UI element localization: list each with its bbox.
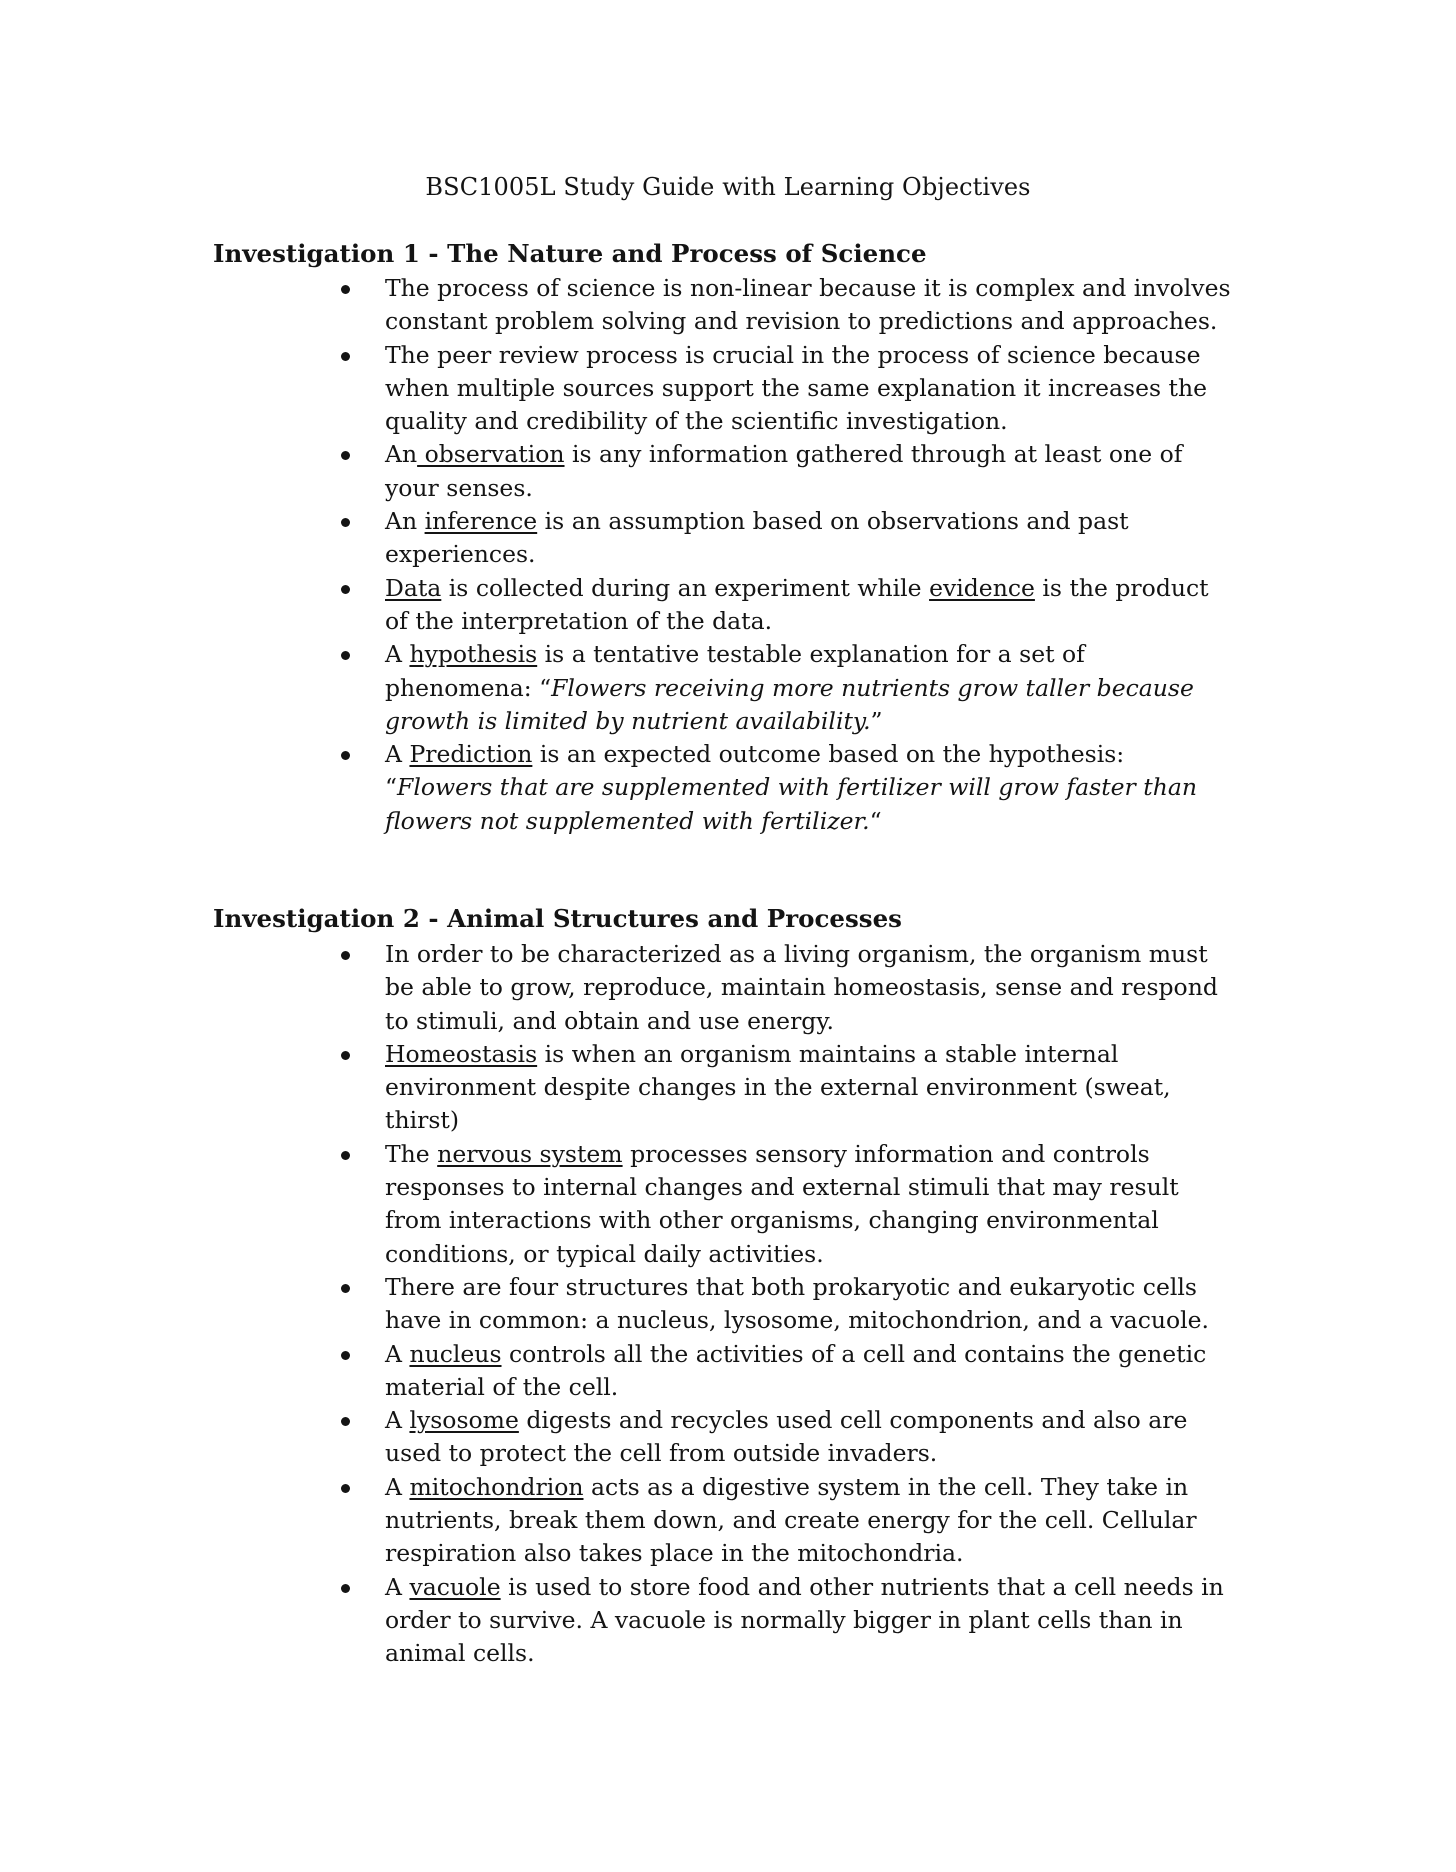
bullet-list-investigation-1 [385, 272, 1235, 838]
term-inference: inference [424, 507, 538, 536]
list-item: In order to be characterized as a living organism, the organism must be able to grow, reproduce, maintain homeostasis, sense and respond to stimuli, and obtain and use energy. [385, 938, 1235, 1038]
term-evidence: evidence [929, 573, 1035, 602]
section-heading-investigation-2: Investigation 2 - Animal Structures and Processes [213, 904, 902, 933]
term-data: Data [385, 573, 442, 602]
list-item: There are four structures that both prokaryotic and eukaryotic cells have in common: a nucleus, lysosome, mitochondrion, and a vacuole. [385, 1271, 1235, 1338]
bullet-icon [341, 751, 350, 760]
list-item: An inference is an assumption based on observations and past experiences. [385, 505, 1235, 572]
bullet-icon [341, 1351, 350, 1360]
bullet-icon [341, 651, 350, 660]
bullet-list-investigation-2 [385, 938, 1235, 1671]
list-item: A nucleus controls all the activities of a cell and contains the genetic material of the cell. [385, 1338, 1235, 1405]
bullet-icon [341, 585, 350, 594]
term-homeostasis: Homeostasis [385, 1039, 538, 1068]
bullet-icon [341, 1284, 350, 1293]
bullet-icon [341, 518, 350, 527]
prediction-example: Flowers that are supplemented with fertilizer will grow faster than flowers not supplemented with fertilizer. [385, 773, 1197, 835]
list-item: A mitochondrion acts as a digestive system in the cell. They take in nutrients, break them down, and create energy for the cell. Cellular respiration also takes place in the mitochondria. [385, 1471, 1235, 1571]
list-item: The nervous system processes sensory information and controls responses to internal changes and external stimuli that may result from interactions with other organisms, changing environmental conditions, or typical daily activities. [385, 1138, 1235, 1271]
list-item: A Prediction is an expected outcome based on the hypothesis: “Flowers that are supplemented with fertilizer will grow faster than flowers not supplemented with fertilizer.“ [385, 738, 1235, 838]
document-title: BSC1005L Study Guide with Learning Objectives [425, 173, 1031, 201]
term-vacuole: vacuole [409, 1572, 501, 1601]
list-item: The process of science is non-linear because it is complex and involves constant problem solving and revision to predictions and approaches. [385, 272, 1235, 339]
term-hypothesis: hypothesis [409, 640, 538, 669]
term-observation: observation [417, 440, 565, 469]
bullet-icon [341, 285, 350, 294]
list-item: The peer review process is crucial in the process of science because when multiple sources support the same explanation it increases the quality and credibility of the scientific investigation. [385, 339, 1235, 439]
list-item: A lysosome digests and recycles used cell components and also are used to protect the cell from outside invaders. [385, 1404, 1235, 1471]
bullet-icon [341, 1584, 350, 1593]
term-nucleus: nucleus [409, 1339, 502, 1368]
bullet-icon [341, 951, 350, 960]
term-prediction: Prediction [409, 740, 533, 769]
section-heading-investigation-1: Investigation 1 - The Nature and Process of Science [213, 239, 927, 268]
hypothesis-example: Flowers receiving more nutrients grow taller because growth is limited by nutrient availability. [385, 673, 1194, 735]
list-item: Homeostasis is when an organism maintains a stable internal environment despite changes in the external environment (sweat, thirst) [385, 1038, 1235, 1138]
list-item: An observation is any information gathered through at least one of your senses. [385, 438, 1235, 505]
bullet-icon [341, 451, 350, 460]
term-lysosome: lysosome [409, 1406, 519, 1435]
term-mitochondrion: mitochondrion [409, 1472, 584, 1501]
bullet-icon [341, 352, 350, 361]
bullet-icon [341, 1051, 350, 1060]
list-item: A hypothesis is a tentative testable explanation for a set of phenomena: “Flowers receiving more nutrients grow taller because growth is limited by nutrient availability.” [385, 638, 1235, 738]
list-item: A vacuole is used to store food and other nutrients that a cell needs in order to survive. A vacuole is normally bigger in plant cells than in animal cells. [385, 1571, 1235, 1671]
bullet-icon [341, 1417, 350, 1426]
list-item: Data is collected during an experiment while evidence is the product of the interpretation of the data. [385, 572, 1235, 639]
bullet-icon [341, 1484, 350, 1493]
bullet-icon [341, 1151, 350, 1160]
term-nervous-system: nervous system [437, 1139, 623, 1168]
